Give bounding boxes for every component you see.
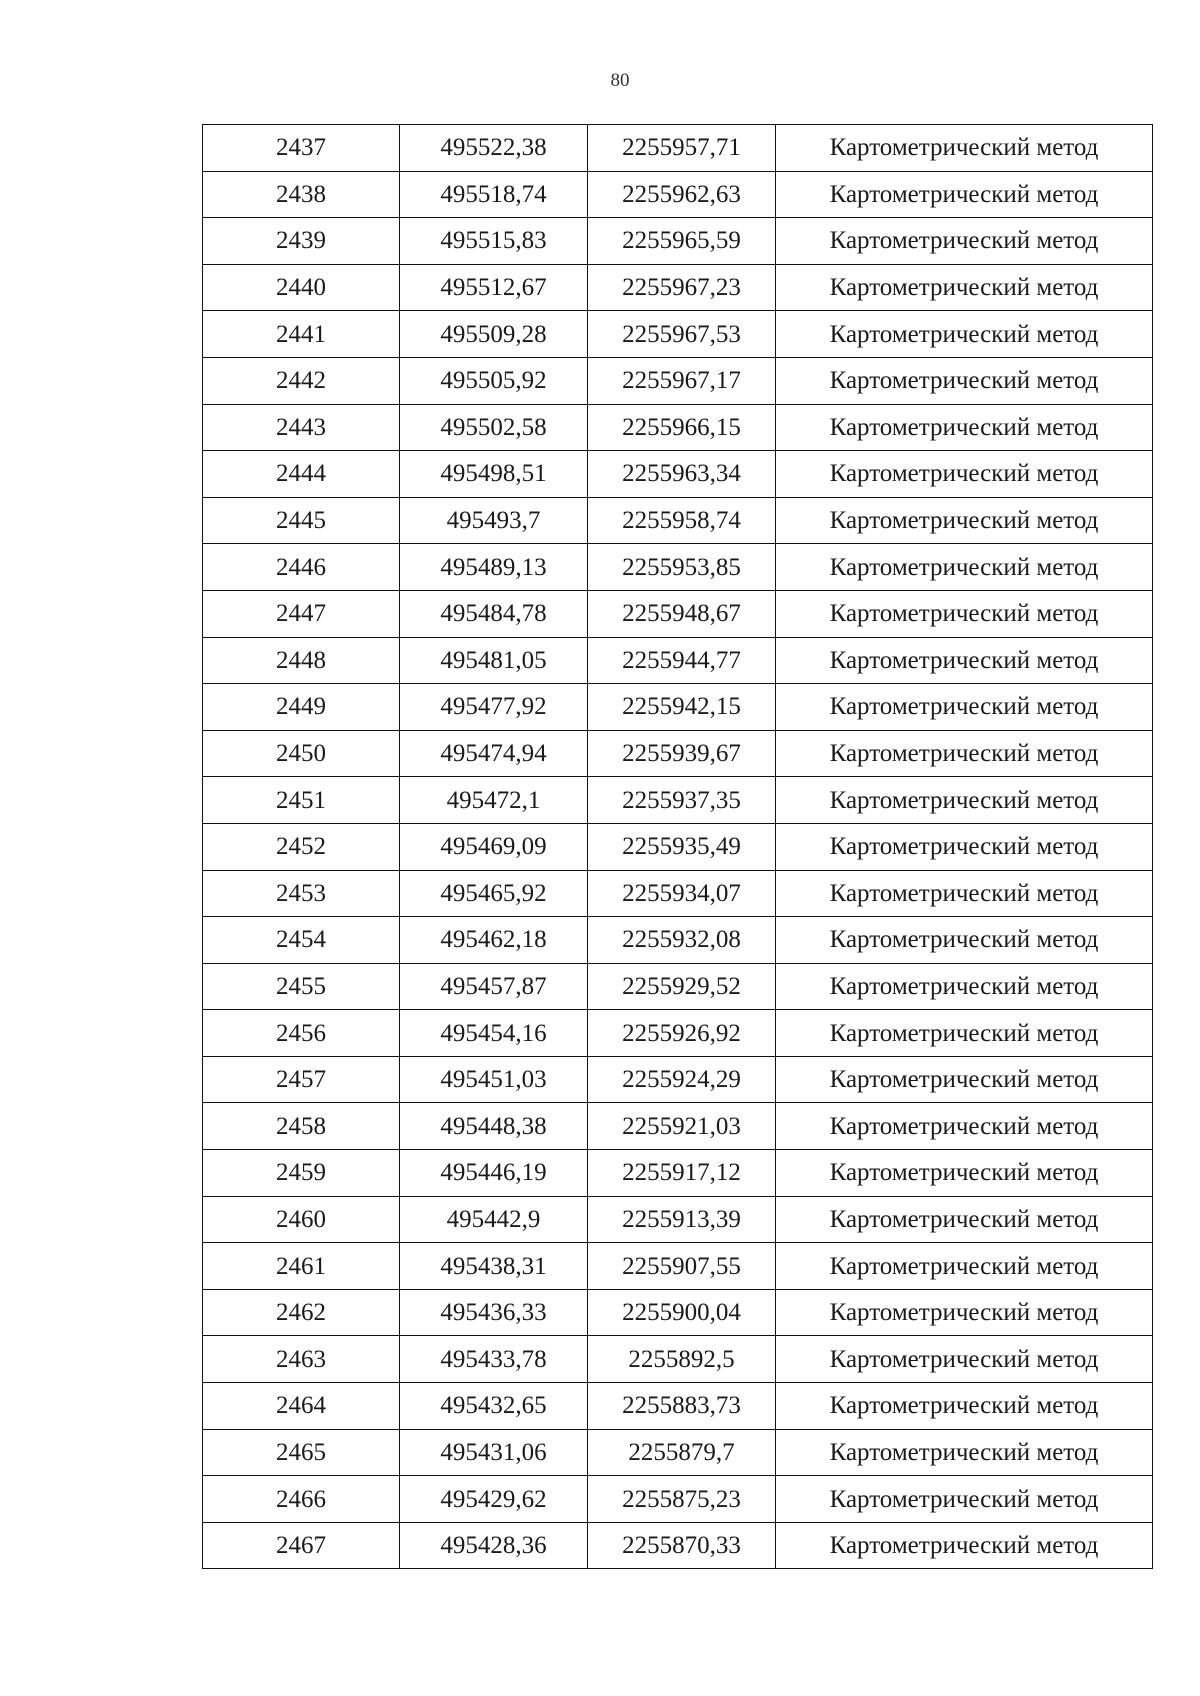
y-coordinate-cell: 2255900,04 [588,1289,776,1336]
table-row [203,1056,1153,1103]
method-cell: Картометрический метод [776,311,1153,358]
table-row [203,1150,1153,1197]
x-coordinate-cell: 495512,67 [400,264,588,311]
y-coordinate-cell: 2255932,08 [588,917,776,964]
y-coordinate-cell: 2255870,33 [588,1522,776,1569]
point-number-cell: 2437 [203,125,400,172]
point-number-cell: 2449 [203,684,400,731]
point-number-cell: 2461 [203,1243,400,1290]
method-cell: Картометрический метод [776,963,1153,1010]
x-coordinate-cell: 495493,7 [400,497,588,544]
method-cell: Картометрический метод [776,1522,1153,1569]
point-number-cell: 2438 [203,171,400,218]
method-cell: Картометрический метод [776,637,1153,684]
method-cell: Картометрический метод [776,777,1153,824]
y-coordinate-cell: 2255944,77 [588,637,776,684]
table-row [203,1103,1153,1150]
x-coordinate-cell: 495502,58 [400,404,588,451]
y-coordinate-cell: 2255934,07 [588,870,776,917]
point-number-cell: 2448 [203,637,400,684]
table-row [203,125,1153,172]
method-cell: Картометрический метод [776,264,1153,311]
x-coordinate-cell: 495442,9 [400,1196,588,1243]
point-number-cell: 2453 [203,870,400,917]
table-row [203,357,1153,404]
table-row [203,1336,1153,1383]
table-row [203,451,1153,498]
x-coordinate-cell: 495518,74 [400,171,588,218]
method-cell: Картометрический метод [776,1336,1153,1383]
y-coordinate-cell: 2255913,39 [588,1196,776,1243]
method-cell: Картометрический метод [776,1103,1153,1150]
table-row [203,684,1153,731]
point-number-cell: 2457 [203,1056,400,1103]
x-coordinate-cell: 495465,92 [400,870,588,917]
method-cell: Картометрический метод [776,1243,1153,1290]
table-body [203,125,1153,1569]
x-coordinate-cell: 495509,28 [400,311,588,358]
method-cell: Картометрический метод [776,497,1153,544]
y-coordinate-cell: 2255924,29 [588,1056,776,1103]
point-number-cell: 2442 [203,357,400,404]
method-cell: Картометрический метод [776,1010,1153,1057]
y-coordinate-cell: 2255875,23 [588,1476,776,1523]
x-coordinate-cell: 495438,31 [400,1243,588,1290]
x-coordinate-cell: 495489,13 [400,544,588,591]
method-cell: Картометрический метод [776,1429,1153,1476]
table-row [203,171,1153,218]
table-row [203,963,1153,1010]
table-row [203,1429,1153,1476]
point-number-cell: 2454 [203,917,400,964]
y-coordinate-cell: 2255948,67 [588,590,776,637]
x-coordinate-cell: 495436,33 [400,1289,588,1336]
table-row [203,544,1153,591]
method-cell: Картометрический метод [776,730,1153,777]
method-cell: Картометрический метод [776,590,1153,637]
point-number-cell: 2455 [203,963,400,1010]
method-cell: Картометрический метод [776,357,1153,404]
page-number: 80 [610,70,630,91]
x-coordinate-cell: 495481,05 [400,637,588,684]
point-number-cell: 2466 [203,1476,400,1523]
point-number-cell: 2462 [203,1289,400,1336]
table-row [203,311,1153,358]
table-row [203,264,1153,311]
x-coordinate-cell: 495428,36 [400,1522,588,1569]
table-row [203,917,1153,964]
point-number-cell: 2440 [203,264,400,311]
x-coordinate-cell: 495469,09 [400,823,588,870]
coordinates-table [202,124,1153,1569]
y-coordinate-cell: 2255942,15 [588,684,776,731]
x-coordinate-cell: 495451,03 [400,1056,588,1103]
point-number-cell: 2450 [203,730,400,777]
x-coordinate-cell: 495429,62 [400,1476,588,1523]
y-coordinate-cell: 2255907,55 [588,1243,776,1290]
table-row [203,870,1153,917]
table-row [203,590,1153,637]
y-coordinate-cell: 2255965,59 [588,218,776,265]
point-number-cell: 2460 [203,1196,400,1243]
table-row [203,497,1153,544]
point-number-cell: 2439 [203,218,400,265]
y-coordinate-cell: 2255967,17 [588,357,776,404]
point-number-cell: 2458 [203,1103,400,1150]
method-cell: Картометрический метод [776,544,1153,591]
method-cell: Картометрический метод [776,1196,1153,1243]
point-number-cell: 2465 [203,1429,400,1476]
x-coordinate-cell: 495522,38 [400,125,588,172]
y-coordinate-cell: 2255963,34 [588,451,776,498]
method-cell: Картометрический метод [776,1056,1153,1103]
table-row [203,1010,1153,1057]
method-cell: Картометрический метод [776,1476,1153,1523]
y-coordinate-cell: 2255953,85 [588,544,776,591]
y-coordinate-cell: 2255939,67 [588,730,776,777]
x-coordinate-cell: 495433,78 [400,1336,588,1383]
point-number-cell: 2447 [203,590,400,637]
table-row [203,730,1153,777]
x-coordinate-cell: 495472,1 [400,777,588,824]
method-cell: Картометрический метод [776,870,1153,917]
table-row [203,1476,1153,1523]
y-coordinate-cell: 2255892,5 [588,1336,776,1383]
x-coordinate-cell: 495446,19 [400,1150,588,1197]
y-coordinate-cell: 2255967,53 [588,311,776,358]
x-coordinate-cell: 495457,87 [400,963,588,1010]
y-coordinate-cell: 2255957,71 [588,125,776,172]
y-coordinate-cell: 2255958,74 [588,497,776,544]
method-cell: Картометрический метод [776,404,1153,451]
table-row [203,218,1153,265]
point-number-cell: 2467 [203,1522,400,1569]
point-number-cell: 2456 [203,1010,400,1057]
y-coordinate-cell: 2255926,92 [588,1010,776,1057]
y-coordinate-cell: 2255929,52 [588,963,776,1010]
x-coordinate-cell: 495431,06 [400,1429,588,1476]
method-cell: Картометрический метод [776,125,1153,172]
x-coordinate-cell: 495484,78 [400,590,588,637]
table-row [203,1383,1153,1430]
y-coordinate-cell: 2255962,63 [588,171,776,218]
table-row [203,823,1153,870]
x-coordinate-cell: 495477,92 [400,684,588,731]
y-coordinate-cell: 2255967,23 [588,264,776,311]
point-number-cell: 2459 [203,1150,400,1197]
table-row [203,777,1153,824]
point-number-cell: 2443 [203,404,400,451]
point-number-cell: 2445 [203,497,400,544]
method-cell: Картометрический метод [776,917,1153,964]
method-cell: Картометрический метод [776,171,1153,218]
x-coordinate-cell: 495454,16 [400,1010,588,1057]
x-coordinate-cell: 495498,51 [400,451,588,498]
x-coordinate-cell: 495505,92 [400,357,588,404]
table-row [203,1243,1153,1290]
y-coordinate-cell: 2255917,12 [588,1150,776,1197]
point-number-cell: 2446 [203,544,400,591]
x-coordinate-cell: 495448,38 [400,1103,588,1150]
table-row [203,1289,1153,1336]
method-cell: Картометрический метод [776,1289,1153,1336]
method-cell: Картометрический метод [776,451,1153,498]
y-coordinate-cell: 2255935,49 [588,823,776,870]
method-cell: Картометрический метод [776,823,1153,870]
point-number-cell: 2441 [203,311,400,358]
method-cell: Картометрический метод [776,1383,1153,1430]
x-coordinate-cell: 495432,65 [400,1383,588,1430]
method-cell: Картометрический метод [776,218,1153,265]
x-coordinate-cell: 495462,18 [400,917,588,964]
point-number-cell: 2464 [203,1383,400,1430]
y-coordinate-cell: 2255883,73 [588,1383,776,1430]
table-row [203,1522,1153,1569]
table-row [203,637,1153,684]
y-coordinate-cell: 2255879,7 [588,1429,776,1476]
table-row [203,404,1153,451]
table-row [203,1196,1153,1243]
y-coordinate-cell: 2255921,03 [588,1103,776,1150]
method-cell: Картометрический метод [776,1150,1153,1197]
x-coordinate-cell: 495515,83 [400,218,588,265]
point-number-cell: 2452 [203,823,400,870]
point-number-cell: 2463 [203,1336,400,1383]
y-coordinate-cell: 2255966,15 [588,404,776,451]
point-number-cell: 2444 [203,451,400,498]
point-number-cell: 2451 [203,777,400,824]
method-cell: Картометрический метод [776,684,1153,731]
x-coordinate-cell: 495474,94 [400,730,588,777]
y-coordinate-cell: 2255937,35 [588,777,776,824]
